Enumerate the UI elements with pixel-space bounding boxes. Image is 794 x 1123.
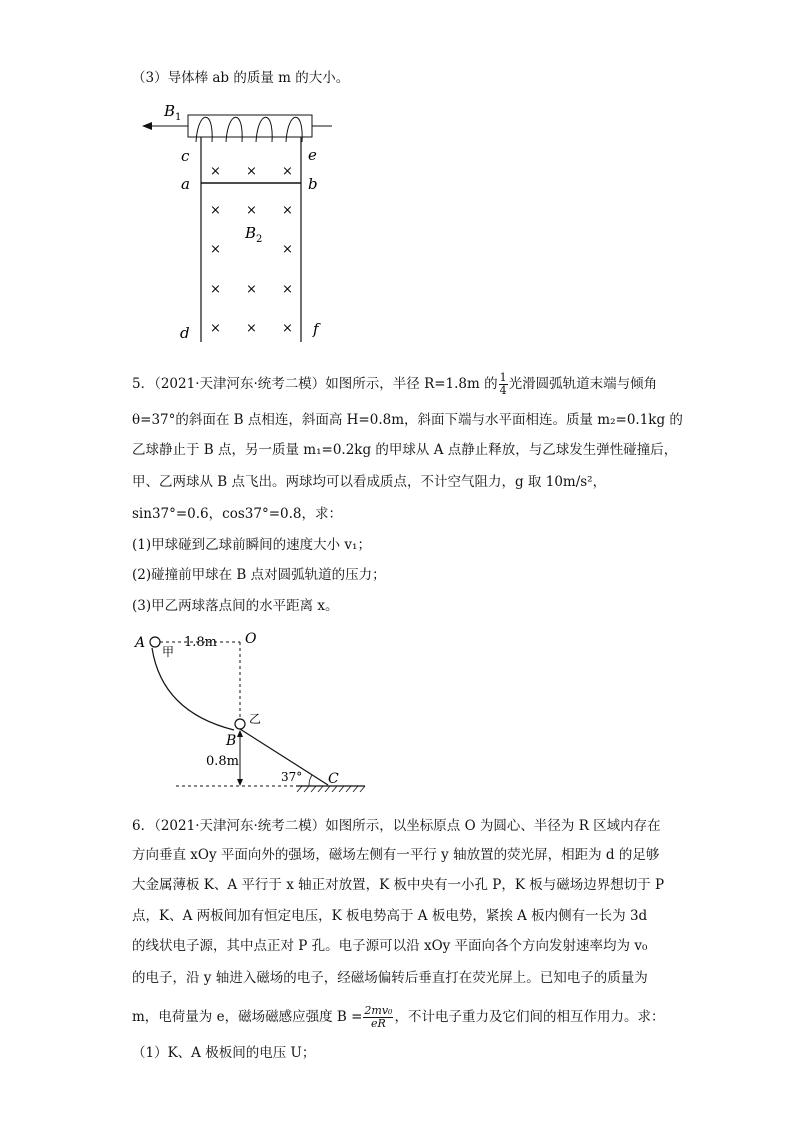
q6-line1: 6．（2021·天津河东·统考二模）如图所示，以坐标原点 O 为圆心、半径为 R 区域内存在 [132, 818, 661, 834]
cross: × [210, 203, 221, 218]
q6-line6: 的电子，沿 y 轴进入磁场的电子，经磁场偏转后垂直打在荧光屏上。已知电子的质量为 [132, 970, 648, 986]
fraction-B: $\frac{\text{2mv₀}}{eR}$ [364, 1004, 393, 1030]
q5-line5: sin37°=0.6，cos37°=0.8，求： [132, 506, 342, 522]
q5-part1: (1)甲球碰到乙球前瞬间的速度大小 v₁； [132, 537, 371, 553]
label-height: 0.8m [206, 754, 240, 769]
q5-line4: 甲、乙两球从 B 点飞出。两球均可以看成质点，不计空气阻力，g 取 10m/s²， [132, 474, 607, 490]
figure-rails-coil [0, 0, 794, 360]
label-O: O [245, 631, 257, 647]
label-e: e [308, 146, 317, 164]
cross: × [282, 203, 293, 218]
label-B2-sub: 2 [256, 234, 263, 245]
label-yi: 乙 [249, 712, 262, 726]
label-B: B [226, 733, 237, 749]
coil-turn-4 [286, 117, 302, 142]
label-a: a [181, 175, 190, 193]
q6-part1: （1）K、A 极板间的电压 U； [132, 1045, 316, 1061]
q6-line4: 点，K、A 两板间加有恒定电压，K 板电势高于 A 板电势，紧挨 A 板内侧有一长为 3d [132, 908, 648, 924]
cross: × [246, 282, 257, 297]
label-f: f [313, 320, 319, 338]
cross: × [246, 164, 257, 179]
figure-arc-incline [0, 630, 794, 800]
cross: × [210, 242, 221, 257]
coil-turn-2 [226, 117, 242, 142]
label-b: b [308, 175, 318, 193]
q4-part3-text: （3）导体棒 ab 的质量 m 的大小。 [132, 70, 350, 86]
cross: × [282, 321, 293, 336]
angle-arc [309, 775, 312, 786]
label-d: d [180, 324, 190, 342]
q5-line2: θ=37°的斜面在 B 点相连，斜面高 H=0.8m，斜面下端与水平面相连。质量 m₂=0.1kg 的 [132, 412, 683, 428]
cross: × [282, 164, 293, 179]
coil-turn-1 [196, 117, 212, 142]
label-c: c [181, 147, 190, 165]
cross: × [210, 321, 221, 336]
cross: × [246, 321, 257, 336]
q5-line3: 乙球静止于 B 点，另一质量 m₁=0.2kg 的甲球从 A 点静止释放，与乙球发生弹性碰撞后， [132, 442, 678, 458]
arc-track [152, 648, 234, 730]
label-B1: B [164, 102, 176, 120]
q5-line1: 5．（2021·天津河东·统考二模）如图所示，半径 R=1.8m 的 $\frac{1}{4}$ 光滑圆弧轨道末端与倾角 [132, 371, 658, 397]
q6-line5: 的线状电子源，其中点正对 P 孔。电子源可以沿 xOy 平面向各个方向发射速率均为 v₀ [132, 938, 648, 954]
label-angle: 37° [281, 770, 303, 784]
height-arrow-bottom [237, 779, 243, 786]
cross: × [246, 203, 257, 218]
height-arrow-top [237, 730, 243, 737]
q5-part2: (2)碰撞前甲球在 B 点对圆弧轨道的压力； [132, 567, 386, 583]
cross: × [282, 282, 293, 297]
label-C: C [328, 771, 339, 787]
label-jia: 甲 [162, 645, 175, 659]
ball-yi [235, 719, 245, 729]
q5-part3: (3)甲乙两球落点间的水平距离 x。 [132, 598, 339, 614]
cross: × [210, 282, 221, 297]
q6-line7: m，电荷量为 e，磁场磁感应强度 B = $\frac{\text{2mv₀}}{eR}$ ，不计电子重力及它们间的相互作用力。求： [132, 1004, 665, 1030]
label-A: A [135, 635, 146, 651]
label-B1-sub: 1 [175, 112, 182, 123]
cross: × [282, 242, 293, 257]
magnetic-field-crosses [210, 164, 293, 336]
cross: × [210, 164, 221, 179]
q6-line2: 方向垂直 xOy 平面向外的强场，磁场左侧有一平行 y 轴放置的荧光屏，相距为 d 的足够 [132, 847, 660, 863]
label-radius: 1.8m [184, 635, 218, 650]
b1-arrow-head [142, 122, 152, 130]
fraction-quarter: $\frac{1}{4}$ [499, 371, 507, 397]
coil-turn-3 [256, 117, 272, 142]
label-B2: B [245, 224, 257, 242]
ball-jia [150, 637, 160, 647]
q6-line3: 大金属薄板 K、A 平行于 x 轴正对放置，K 板中央有一小孔 P，K 板与磁场边界想切于 P [132, 877, 665, 893]
